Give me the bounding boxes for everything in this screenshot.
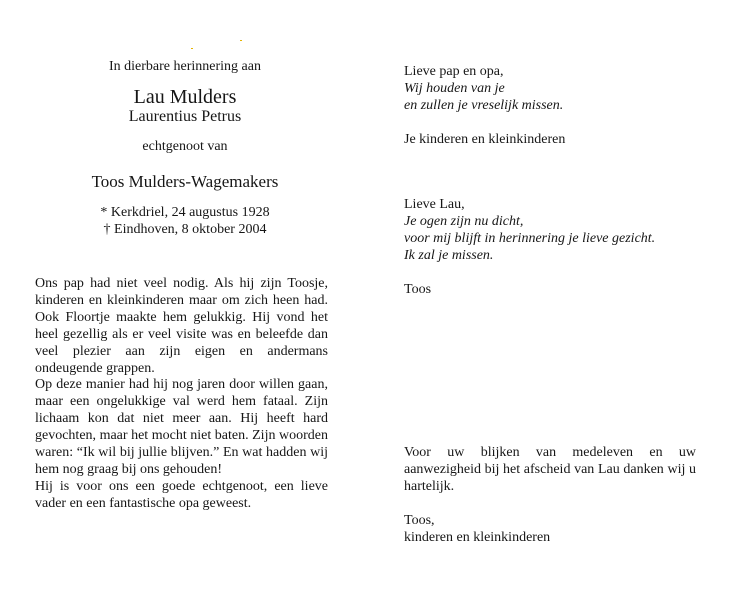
given-names: Laurentius Petrus bbox=[128, 108, 242, 125]
life-dates bbox=[40, 204, 330, 238]
death-line: † Eindhoven, 8 oktober 2004 bbox=[103, 222, 267, 237]
memorial-text bbox=[35, 276, 328, 513]
thanks-text: Voor uw blijken van medeleven en uw aanwezigheid bij het afscheid van Lau danken wij u hartelijk. bbox=[404, 445, 696, 494]
story-paragraph-1: Ons pap had niet veel nodig. Als hij zijn Toosje, kinderen en kleinkinderen maar om zich heen had. Ook Floortje maakte hem gelukkig. Hij vond het heel gezellig als er veel visite was en beleefde dan veel plezier aan zijn eigen en andermans ondeugende grappen. bbox=[35, 276, 328, 376]
message-line: voor mij blijft in herinnering je lieve gezicht. bbox=[404, 231, 656, 246]
message-line: en zullen je vreselijk missen. bbox=[404, 98, 564, 113]
message-signature: Toos bbox=[404, 282, 432, 297]
memorial-header bbox=[40, 58, 330, 238]
thanks-closing: Toos, bbox=[404, 513, 435, 528]
children-message bbox=[404, 63, 696, 148]
spouse-label: echtgenoot van bbox=[142, 139, 228, 154]
spouse-name: Toos Mulders-Wagemakers bbox=[91, 172, 279, 191]
deceased-name: Lau Mulders bbox=[133, 86, 237, 108]
intro-line: In dierbare herinnering aan bbox=[109, 59, 261, 74]
message-greeting: Lieve Lau, bbox=[404, 197, 465, 212]
message-line: Ik zal je missen. bbox=[404, 248, 494, 263]
message-line: Wij houden van je bbox=[404, 81, 505, 96]
message-signature: Je kinderen en kleinkinderen bbox=[404, 132, 566, 147]
speck-mark bbox=[240, 40, 242, 41]
speck-mark bbox=[191, 48, 193, 49]
story-paragraph-3: Hij is voor ons een goede echtgenoot, een lieve vader en een fantastische opa geweest. bbox=[35, 478, 328, 511]
spouse-message bbox=[404, 196, 696, 298]
thanks-family: kinderen en kleinkinderen bbox=[404, 530, 551, 545]
story-paragraph-2: Op deze manier had hij nog jaren door willen gaan, maar een ongelukkige val werd hem fataal. Zijn lichaam kon dat niet meer aan. Hij heeft hard gevochten, maar het mocht niet baten. Zijn woorden waren: “Ik wil bij jullie blijven.” En wat hadden wij hem nog graag bij ons gehouden! bbox=[35, 377, 328, 477]
message-line: Je ogen zijn nu dicht, bbox=[404, 214, 524, 229]
thanks-section bbox=[404, 444, 696, 546]
birth-line: * Kerkdriel, 24 augustus 1928 bbox=[100, 205, 270, 220]
message-greeting: Lieve pap en opa, bbox=[404, 64, 504, 79]
